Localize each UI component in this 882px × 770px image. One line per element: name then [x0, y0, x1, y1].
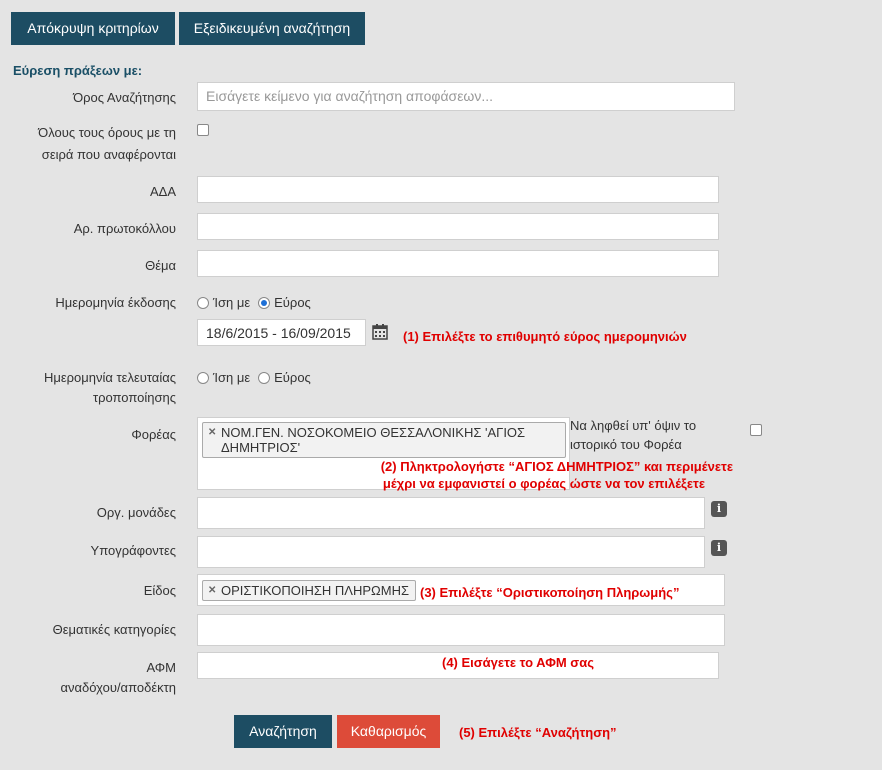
last-modified-label-line2: τροποποίησης [92, 390, 176, 405]
organization-label: Φορέας [131, 427, 176, 442]
remove-tag-icon[interactable]: ✕ [208, 585, 217, 596]
search-term-label: Όρος Αναζήτησης [73, 90, 176, 105]
issue-date-range-label: Εύρος [274, 295, 311, 310]
issue-date-label: Ημερομηνία έκδοσης [55, 295, 176, 310]
units-label: Οργ. μονάδες [96, 505, 176, 520]
org-history-label-line2: ιστορικό του Φορέα [570, 437, 682, 452]
section-title: Εύρεση πράξεων με: [13, 63, 143, 78]
annotation-2-line2: μέχρι να εμφανιστεί ο φορέας ώστε να τον επιλέξετε [382, 476, 705, 491]
clear-button[interactable]: Καθαρισμός [337, 715, 440, 748]
signers-input[interactable] [197, 536, 705, 568]
all-terms-checkbox[interactable] [197, 124, 209, 136]
org-history-label [570, 416, 696, 454]
type-tag-label: ΟΡΙΣΤΙΚΟΠΟΙΗΣΗ ΠΛΗΡΩΜΗΣ [221, 583, 410, 598]
ada-label: ΑΔΑ [149, 184, 176, 199]
issue-date-equal-label: Ίση με [213, 295, 251, 310]
all-terms-label-line2: σειρά που αναφέρονται [41, 147, 176, 162]
annotation-1: (1) Επιλέξτε το επιθυμητό εύρος ημερομηνιών [403, 329, 687, 344]
signers-label: Υπογράφοντες [90, 543, 176, 558]
last-modified-range-label: Εύρος [274, 370, 311, 385]
afm-label-line2: αναδόχου/αποδέκτη [60, 680, 176, 695]
last-modified-radio-group [197, 370, 311, 385]
annotation-4: (4) Εισάγετε το ΑΦΜ σας [442, 655, 594, 670]
type-label: Είδος [143, 583, 176, 598]
org-history-checkbox[interactable] [750, 424, 762, 436]
search-button[interactable]: Αναζήτηση [234, 715, 332, 748]
issue-date-range-input[interactable]: 18/6/2015 - 16/09/2015 [197, 319, 366, 346]
calendar-icon[interactable] [371, 323, 389, 341]
annotation-2 [329, 458, 733, 492]
protocol-input[interactable] [197, 213, 719, 240]
annotation-3: (3) Επιλέξτε “Οριστικοποίηση Πληρωμής” [420, 585, 680, 600]
info-icon[interactable]: i [711, 501, 727, 517]
afm-label-line1: ΑΦΜ [146, 660, 176, 675]
thematic-input[interactable] [197, 614, 725, 646]
subject-input[interactable] [197, 250, 719, 277]
organization-tag-line1: ΝΟΜ.ΓΕΝ. ΝΟΣΟΚΟΜΕΙΟ ΘΕΣΣΑΛΟΝΙΚΗΣ 'ΑΓΙΟΣ [221, 425, 526, 440]
info-icon[interactable]: i [711, 540, 727, 556]
last-modified-label-line1: Ημερομηνία τελευταίας [43, 370, 176, 385]
issue-date-radio-group [197, 295, 311, 310]
org-history-label-line1: Να ληφθεί υπ' όψιν το [570, 418, 697, 433]
subject-label: Θέμα [145, 258, 176, 273]
advanced-search-button[interactable]: Εξειδικευμένη αναζήτηση [179, 12, 365, 45]
issue-date-range-radio[interactable] [258, 297, 270, 309]
remove-tag-icon[interactable]: ✕ [208, 427, 217, 438]
search-term-input[interactable]: Εισάγετε κείμενο για αναζήτηση αποφάσεων... [197, 82, 735, 111]
annotation-2-line1: (2) Πληκτρολογήστε “ΑΓΙΟΣ ΔΗΜΗΤΡΙΟΣ” και περιμένετε [380, 459, 733, 474]
organization-tag-line2: ΔΗΜΗΤΡΙΟΣ' [221, 440, 301, 455]
units-input[interactable] [197, 497, 705, 529]
organization-tag [202, 422, 566, 458]
hide-criteria-button[interactable]: Απόκρυψη κριτηρίων [11, 12, 175, 45]
ada-input[interactable] [197, 176, 719, 203]
annotation-5: (5) Επιλέξτε “Αναζήτηση” [459, 725, 617, 740]
protocol-label: Αρ. πρωτοκόλλου [73, 221, 176, 236]
last-modified-equal-radio[interactable] [197, 372, 209, 384]
thematic-label: Θεματικές κατηγορίες [52, 622, 176, 637]
last-modified-equal-label: Ίση με [213, 370, 251, 385]
last-modified-range-radio[interactable] [258, 372, 270, 384]
issue-date-equal-radio[interactable] [197, 297, 209, 309]
type-tag [202, 580, 416, 601]
all-terms-label-line1: Όλους τους όρους με τη [38, 125, 176, 140]
